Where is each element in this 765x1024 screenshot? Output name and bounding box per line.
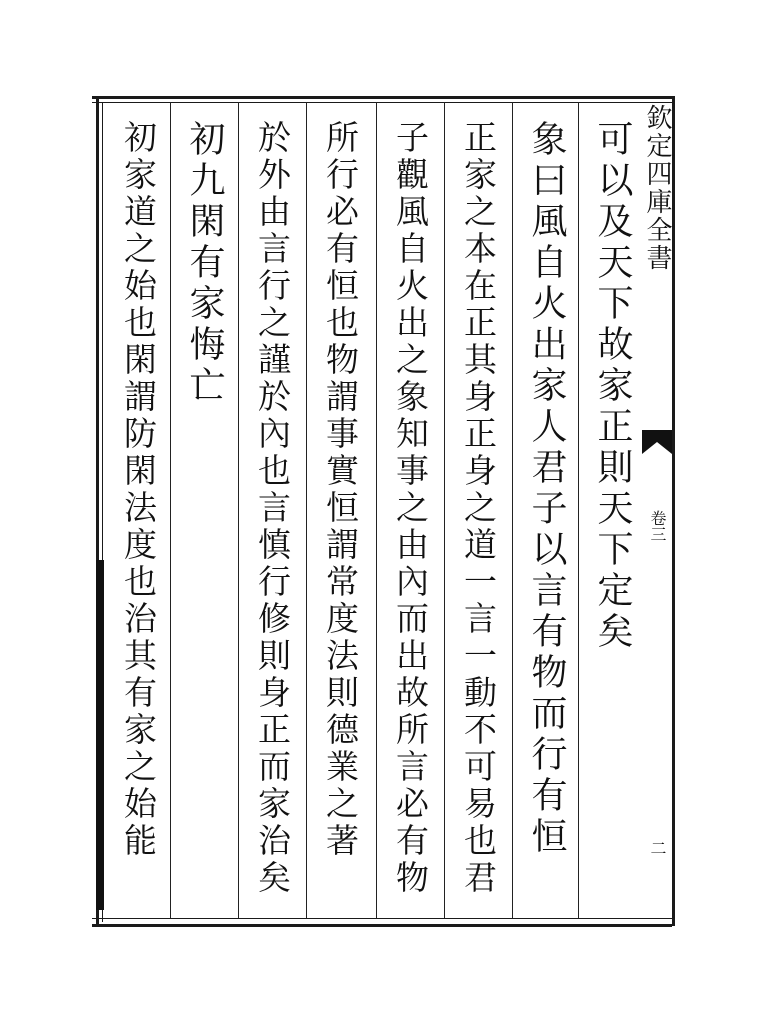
frame-right-rule	[672, 96, 675, 926]
text-column: 初家道之始也閑謂防閑法度也治其有家之始能	[119, 120, 158, 860]
text-column: 象曰風自火出家人君子以言有物而行有恒	[526, 120, 567, 858]
binding-shadow	[96, 560, 104, 910]
text-column: 初九閑有家悔亡	[184, 120, 225, 407]
text-column: 子觀風自火出之象知事之由內而出故所言必有物	[391, 120, 430, 897]
column-divider	[170, 102, 171, 918]
column-divider	[376, 102, 377, 918]
page-number: 二	[648, 840, 667, 856]
fishtail-icon	[642, 430, 672, 454]
column-divider	[306, 102, 307, 918]
text-column: 可以及天下故家正則天下定矣	[592, 120, 633, 653]
text-column: 正家之本在正其身正身之道一言一動不可易也君	[459, 120, 498, 897]
text-column: 於外由言行之謹於內也言慎行修則身正而家治矣	[253, 120, 292, 897]
frame-top-rule	[92, 96, 672, 99]
book-title: 欽定四庫全書	[642, 104, 672, 272]
fore-edge	[642, 100, 672, 920]
volume-label: 卷三	[648, 510, 667, 542]
column-divider	[578, 102, 579, 918]
column-divider	[238, 102, 239, 918]
frame-top-inner-rule	[92, 102, 672, 103]
column-divider	[512, 102, 513, 918]
frame-bottom-inner-rule	[92, 918, 672, 919]
column-divider	[444, 102, 445, 918]
text-column: 所行必有恒也物謂事實恒謂常度法則德業之著	[321, 120, 360, 860]
frame-bottom-rule	[92, 924, 672, 927]
